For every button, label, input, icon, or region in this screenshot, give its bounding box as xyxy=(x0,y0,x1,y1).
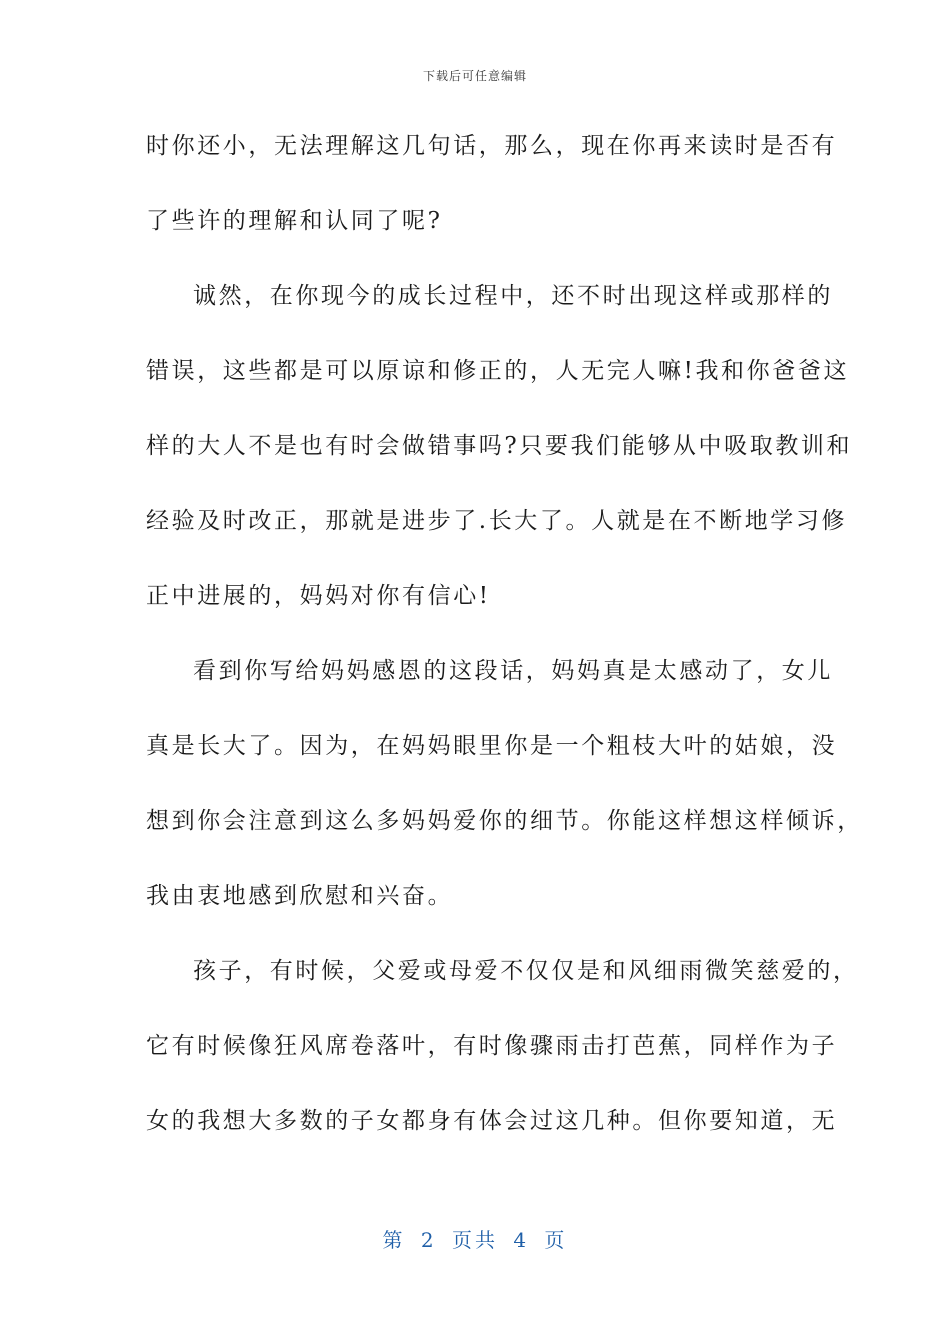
page-number-footer: 第 2 页共 4 页 xyxy=(382,1228,568,1252)
text-line: 了些许的理解和认同了呢? xyxy=(146,208,443,234)
text-line: 女的我想大多数的子女都身有体会过这几种。但你要知道，无 xyxy=(146,1108,838,1134)
text-line: 正中进展的，妈妈对你有信心! xyxy=(146,583,491,609)
page-header: 下载后可任意编辑 xyxy=(422,69,527,83)
text-line: 真是长大了。因为，在妈妈眼里你是一个粗枝大叶的姑娘，没 xyxy=(146,733,838,759)
paragraph-start-line: 看到你写给妈妈感恩的这段话，妈妈真是太感动了，女儿 xyxy=(193,658,833,684)
text-line: 想到你会注意到这么多妈妈爱你的细节。你能这样想这样倾诉， xyxy=(146,808,863,834)
text-line: 我由衷地感到欣慰和兴奋。 xyxy=(146,883,454,909)
paragraph-start-line: 诚然，在你现今的成长过程中，还不时出现这样或那样的 xyxy=(193,283,833,309)
text-line: 经验及时改正，那就是进步了.长大了。人就是在不断地学习修 xyxy=(146,508,848,534)
text-line: 错误，这些都是可以原谅和修正的，人无完人嘛!我和你爸爸这 xyxy=(146,358,850,384)
text-line: 时你还小，无法理解这几句话，那么，现在你再来读时是否有 xyxy=(146,133,838,159)
document-body xyxy=(146,120,863,1170)
paragraph-start-line: 孩子，有时候，父爱或母爱不仅仅是和风细雨微笑慈爱的， xyxy=(193,958,859,984)
text-line: 样的大人不是也有时会做错事吗?只要我们能够从中吸取教训和 xyxy=(146,433,853,459)
text-line: 它有时候像狂风席卷落叶，有时像骤雨击打芭蕉，同样作为子 xyxy=(146,1033,838,1059)
